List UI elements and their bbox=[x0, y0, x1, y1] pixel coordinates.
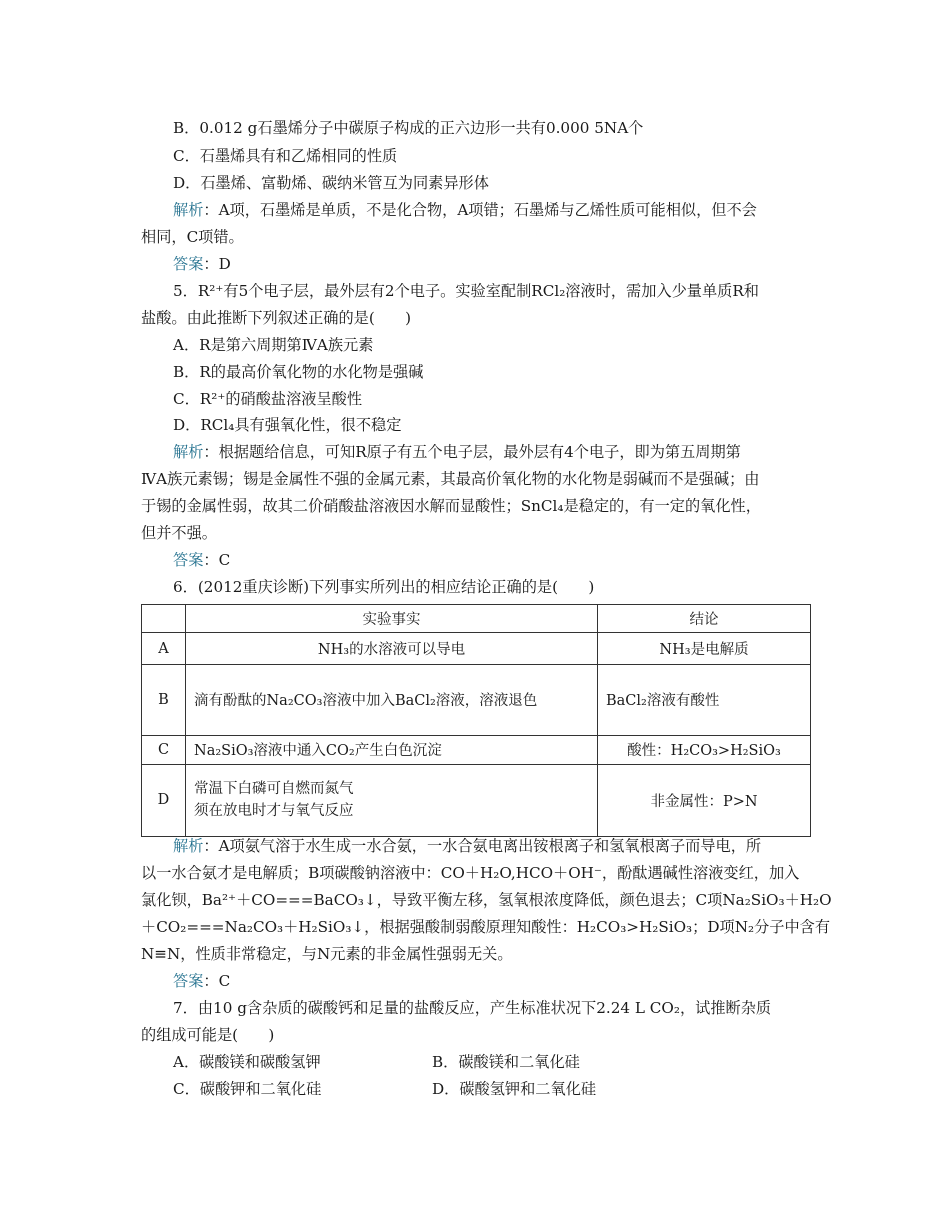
table-row bbox=[142, 764, 811, 836]
row-fact-line-1: 常温下白磷可自燃而氮气 bbox=[194, 781, 354, 798]
analysis-label: 解析 bbox=[173, 443, 204, 461]
question-7-line: 7．由10 g含杂质的碳酸钙和足量的盐酸反应，产生标准状况下2.24 L CO₂，试推断杂质 bbox=[173, 999, 772, 1017]
table-header-row bbox=[142, 605, 811, 633]
table-row bbox=[142, 665, 811, 735]
q5-option-d: D．RCl₄具有强氧化性，很不稳定 bbox=[173, 416, 402, 434]
table-row bbox=[142, 633, 811, 665]
q5-analysis-line-4: 但并不强。 bbox=[141, 524, 217, 542]
row-fact: Na₂SiO₃溶液中通入CO₂产生白色沉淀 bbox=[186, 735, 598, 764]
answer-label: 答案 bbox=[173, 255, 204, 273]
table-header-fact: 实验事实 bbox=[186, 605, 598, 633]
analysis-label: 解析 bbox=[173, 837, 204, 855]
option-c-line: C．石墨烯具有和乙烯相同的性质 bbox=[173, 147, 398, 165]
analysis-line bbox=[173, 200, 757, 220]
table-row bbox=[142, 735, 811, 764]
q7-option-c: C．碳酸钾和二氧化硅 bbox=[173, 1080, 322, 1098]
q5-option-b: B．R的最高价氧化物的水化物是强碱 bbox=[173, 363, 424, 381]
analysis-continued: 相同，C项错。 bbox=[141, 228, 244, 246]
q6-analysis-line-2: 以一水合氨才是电解质；B项碳酸钠溶液中：CO＋H₂O,HCO＋OH⁻，酚酞遇碱性溶液变红，加入 bbox=[141, 864, 800, 882]
analysis-label: 解析 bbox=[173, 201, 204, 219]
row-fact: NH₃的水溶液可以导电 bbox=[186, 633, 598, 665]
row-conclusion: NH₃是电解质 bbox=[598, 633, 811, 665]
row-key: A bbox=[142, 633, 186, 665]
q6-answer-line bbox=[173, 971, 230, 991]
q7-option-a: A．碳酸镁和碳酸氢钾 bbox=[173, 1053, 321, 1071]
row-conclusion: 非金属性：P>N bbox=[598, 764, 811, 836]
q6-analysis-line-4: ＋CO₂===Na₂CO₃＋H₂SiO₃↓，根据强酸制弱酸原理知酸性：H₂CO₃>H₂SiO₃；D项N₂分子中含有 bbox=[141, 918, 831, 936]
answer-text: ：C bbox=[203, 551, 231, 569]
facts-conclusions-table bbox=[141, 604, 811, 837]
q7-option-b: B．碳酸镁和二氧化硅 bbox=[432, 1053, 580, 1071]
answer-line bbox=[173, 254, 231, 274]
row-key: D bbox=[142, 764, 186, 836]
q5-analysis-line-3: 于锡的金属性弱，故其二价硝酸盐溶液因水解而显酸性；SnCl₄是稳定的，有一定的氧化性， bbox=[141, 497, 761, 515]
analysis-text: ：根据题给信息，可知R原子有五个电子层，最外层有4个电子，即为第五周期第 bbox=[203, 443, 741, 461]
answer-text: ：C bbox=[203, 972, 231, 990]
table-header-blank bbox=[142, 605, 186, 633]
q5-answer-line bbox=[173, 550, 230, 570]
question-7-continued: 的组成可能是( ) bbox=[141, 1026, 275, 1044]
answer-text: ：D bbox=[203, 255, 231, 273]
table-header-conclusion: 结论 bbox=[598, 605, 811, 633]
answer-label: 答案 bbox=[173, 551, 204, 569]
row-fact-line-2: 须在放电时才与氧气反应 bbox=[194, 803, 354, 820]
q7-option-d: D．碳酸氢钾和二氧化硅 bbox=[432, 1080, 597, 1098]
analysis-text: ：A项氨气溶于水生成一水合氨，一水合氨电离出铵根离子和氢氧根离子而导电，所 bbox=[203, 837, 762, 855]
q5-option-a: A．R是第六周期第ⅣA族元素 bbox=[173, 336, 374, 354]
row-key: B bbox=[142, 665, 186, 735]
question-5-continued: 盐酸。由此推断下列叙述正确的是( ) bbox=[141, 309, 412, 327]
analysis-text: ：A项，石墨烯是单质，不是化合物，A项错；石墨烯与乙烯性质可能相似，但不会 bbox=[203, 201, 757, 219]
q6-analysis-line-5: N≡N，性质非常稳定，与N元素的非金属性强弱无关。 bbox=[141, 945, 513, 963]
row-fact bbox=[186, 764, 598, 836]
q6-analysis-line bbox=[173, 836, 761, 856]
option-d-line: D．石墨烯、富勒烯、碳纳米管互为同素异形体 bbox=[173, 174, 489, 192]
answer-label: 答案 bbox=[173, 972, 204, 990]
row-conclusion: 酸性：H₂CO₃>H₂SiO₃ bbox=[598, 735, 811, 764]
question-5-line: 5．R²⁺有5个电子层，最外层有2个电子。实验室配制RCl₂溶液时，需加入少量单质R和 bbox=[173, 282, 759, 300]
option-b-line: B．0.012 g石墨烯分子中碳原子构成的正六边形一共有0.000 5NA个 bbox=[173, 119, 644, 137]
q5-option-c: C．R²⁺的硝酸盐溶液呈酸性 bbox=[173, 390, 363, 408]
question-6-line: 6．(2012重庆诊断)下列事实所列出的相应结论正确的是( ) bbox=[173, 578, 595, 596]
q6-analysis-line-3: 氯化钡，Ba²⁺＋CO===BaCO₃↓，导致平衡左移，氢氧根浓度降低，颜色退去；C项Na₂SiO₃＋H₂O bbox=[141, 891, 832, 909]
row-conclusion: BaCl₂溶液有酸性 bbox=[598, 665, 811, 735]
q5-analysis-line-2: ⅣA族元素锡；锡是金属性不强的金属元素，其最高价氧化物的水化物是弱碱而不是强碱；由 bbox=[141, 470, 760, 488]
row-key: C bbox=[142, 735, 186, 764]
q5-analysis-line bbox=[173, 442, 741, 462]
row-fact: 滴有酚酞的Na₂CO₃溶液中加入BaCl₂溶液，溶液退色 bbox=[186, 665, 598, 735]
